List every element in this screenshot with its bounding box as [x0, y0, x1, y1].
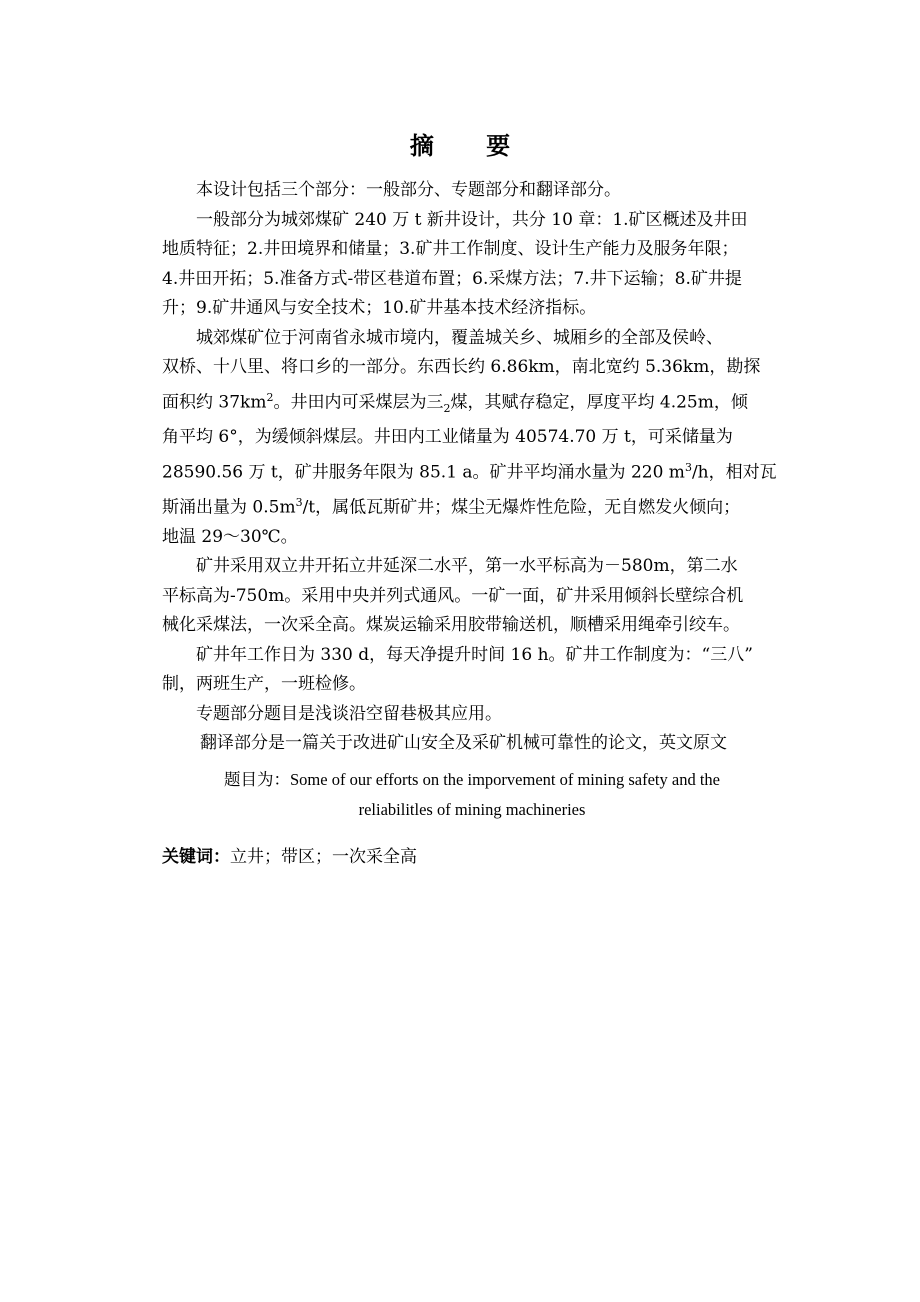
text-line: 4.井田开拓；5.准备方式-带区巷道布置；6.采煤方法；7.井下运输；8.矿井提: [162, 268, 742, 289]
keywords: [162, 842, 417, 867]
text-fragment: /t，属低瓦斯矿井；煤尘无爆炸性危险，无自燃发火倾向；: [302, 497, 741, 518]
text-line: 双桥、十八里、将口乡的一部分。东西长约 6.86km，南北宽约 5.36km，勘探: [162, 357, 761, 377]
text-line: [162, 488, 782, 523]
page-title: 摘 要: [409, 132, 533, 160]
text-line: 角平均 6°，为缓倾斜煤层。井田内工业储量为 40574.70 万 t，可采储量为: [162, 427, 733, 448]
text-line: 地质特征；2.井田境界和储量；3.矿井工作制度、设计生产能力及服务年限；: [162, 239, 739, 259]
text-fragment: 28590.56 万 t，矿井服务年限为 85.1 a。矿井平均涌水量为 220 m: [162, 462, 685, 483]
paragraph-work-schedule: [162, 641, 782, 700]
text-line: 矿井年工作日为 330 d，每天净提升时间 16 h。矿井工作制度为：“三八”: [196, 644, 753, 665]
keywords-label: 关键词：: [162, 847, 230, 867]
text-line: 地温 29～30℃。: [162, 526, 298, 547]
paragraph-development: [162, 552, 782, 641]
english-title-line-2: reliabilitles of mining machineries: [358, 800, 586, 819]
superscript: 2: [266, 390, 274, 404]
text-line: 专题部分题目是浅谈沿空留巷极其应用。: [196, 703, 502, 724]
text-line: 一般部分为城郊煤矿 240 万 t 新井设计，共分 10 章：1.矿区概述及井田: [196, 209, 748, 230]
text-line: 制，两班生产，一班检修。: [162, 674, 366, 695]
keywords-value: 立井；带区；一次采全高: [230, 847, 417, 867]
paragraph-text: 本设计包括三个部分：一般部分、专题部分和翻译部分。: [196, 180, 621, 200]
superscript: 3: [684, 460, 692, 474]
text-line: 升；9.矿井通风与安全技术；10.矿井基本技术经济指标。: [162, 298, 597, 318]
text-line: [162, 453, 782, 488]
text-line: 矿井采用双立井开拓立井延深二水平，第一水平标高为－580m，第二水: [196, 556, 738, 577]
english-title-line-1: 题目为：Some of our efforts on the imporvement of mining safety and the: [224, 770, 720, 789]
text-fragment: 斯涌出量为 0.5m: [162, 497, 296, 518]
text-line: 翻译部分是一篇关于改进矿山安全及采矿机械可靠性的论文，英文原文: [200, 733, 727, 754]
paragraph-general-part: [162, 206, 782, 324]
paragraph-special-topic: [162, 700, 782, 730]
text-fragment: 。井田内可采煤层为三: [273, 392, 444, 413]
text-line: 城郊煤矿位于河南省永城市境内，覆盖城关乡、城厢乡的全部及侯岭、: [196, 327, 723, 348]
superscript: 3: [295, 495, 303, 509]
text-fragment: 面积约 37km: [162, 392, 267, 413]
paragraph-translation: [162, 729, 782, 759]
text-fragment: /h，相对瓦: [691, 462, 777, 483]
subscript: 2: [443, 401, 451, 415]
paragraph-overview: [162, 176, 782, 206]
text-line: 平标高为-750m。采用中央并列式通风。一矿一面，矿井采用倾斜长壁综合机: [162, 585, 744, 606]
paragraph-mine-location: [162, 324, 782, 553]
text-fragment: 煤，其赋存稳定，厚度平均 4.25m，倾: [450, 392, 748, 413]
text-line: [162, 383, 782, 424]
text-line: 械化采煤法，一次采全高。煤炭运输采用胶带输送机，顺槽采用绳牵引绞车。: [162, 615, 740, 636]
abstract-body: [162, 176, 782, 759]
